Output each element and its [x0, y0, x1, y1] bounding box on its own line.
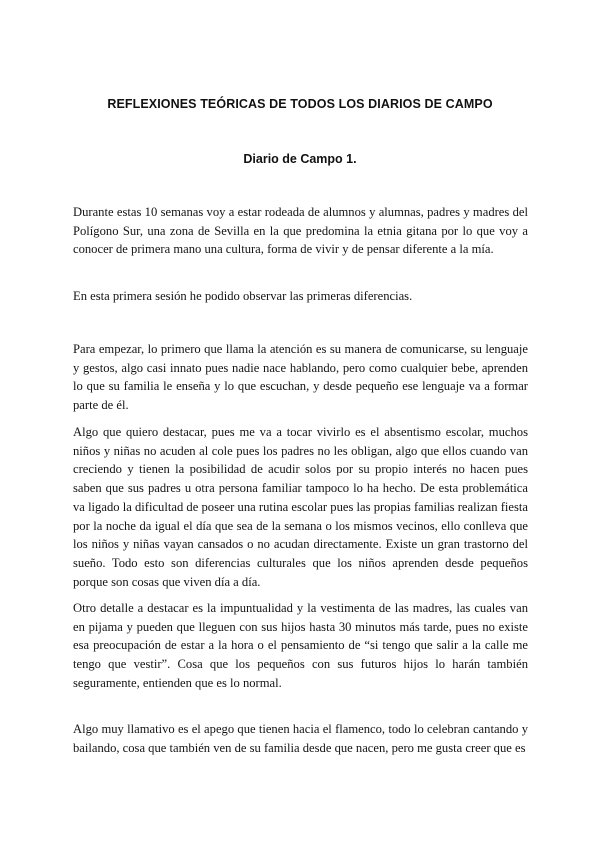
paragraph-introduction: Durante estas 10 semanas voy a estar rodeada de alumnos y alumnas, padres y madres del Polígono Sur, una zona de Sevilla en la que predomina la etnia gitana por lo que voy a conocer de primera mano una cultura, forma de vivir y de pensar diferente a la mía.	[73, 205, 528, 257]
paragraph-communication: Para empezar, lo primero que llama la atención es su manera de comunicarse, su lenguaje y gestos, algo casi innato pues nadie nace hablando, pero como cualquier bebe, aprenden lo que su familia le enseña y lo que escuchan, y desde pequeño ese lenguaje va a formar parte de él.	[73, 342, 528, 413]
paragraph-first-session: En esta primera sesión he podido observar las primeras diferencias.	[73, 289, 413, 303]
paragraph-punctuality: Otro detalle a destacar es la impuntualidad y la vestimenta de las madres, las cuales van en pijama y pueden que lleguen con sus hijos hasta 30 minutos más tarde, pues no existe esa preocupación de estar a la hora o el pensamiento de “si tengo que salir a la calle me tengo que vestir”. Cosa que los pequeños con sus futuros hijos lo harán también seguramente, entienden que es lo normal.	[73, 601, 528, 690]
document-title: REFLEXIONES TEÓRICAS DE TODOS LOS DIARIOS DE CAMPO	[107, 97, 493, 111]
paragraph-flamenco: Algo muy llamativo es el apego que tienen hacia el flamenco, todo lo celebran cantando y bailando, cosa que también ven de su familia desde que nacen, pero me gusta creer que es	[73, 722, 528, 755]
paragraph-absenteeism: Algo que quiero destacar, pues me va a tocar vivirlo es el absentismo escolar, muchos niños y niñas no acuden al cole pues los padres no les obligan, algo que ellos cuando van creciendo y tienen la posibilidad de acudir solos por su propio interés no hacen pues saben que sus padres u otra persona familiar tampoco lo ha hecho. De esta problemática va ligado la dificultad de poseer una rutina escolar pues las propias familias realizan fiesta por la noche da igual el día que sea de la semana o los mismos vecinos, ello conlleva que los niños y niñas vayan cansados o no acudan directamente. Existe un gran trastorno del sueño. Todo esto son diferencias culturales que los niños aprenden desde pequeños porque son cosas que viven día a día.	[73, 425, 528, 589]
document-subtitle: Diario de Campo 1.	[243, 152, 357, 166]
